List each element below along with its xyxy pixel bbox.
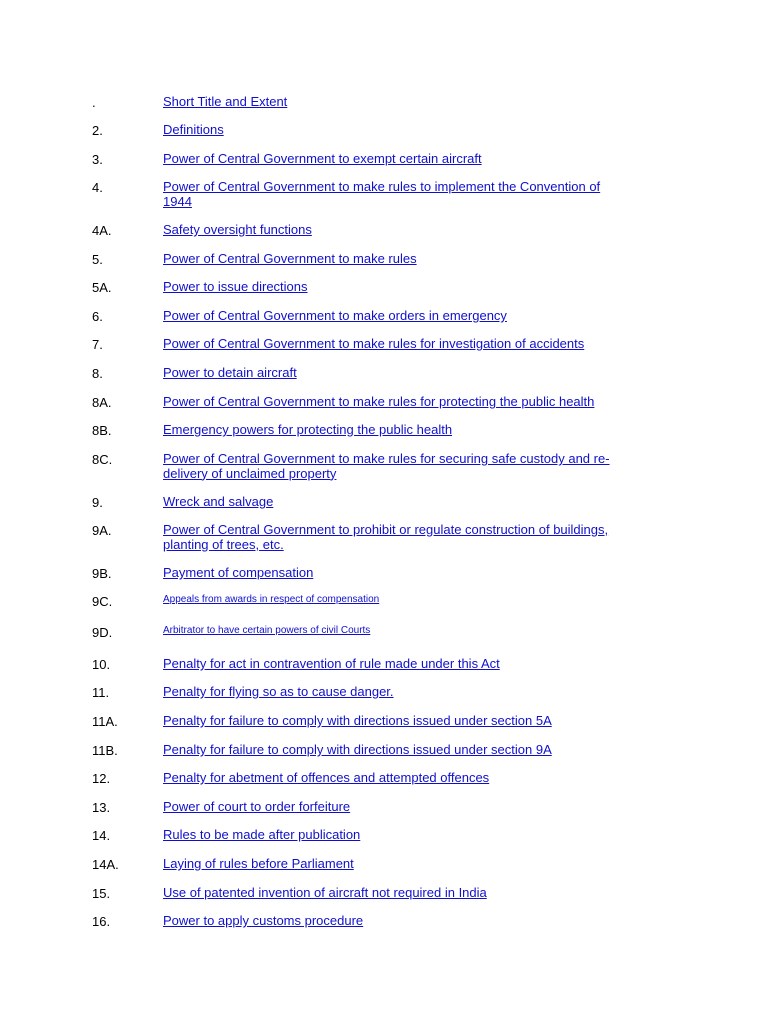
section-link[interactable]: Safety oversight functions: [163, 222, 312, 237]
section-link[interactable]: Penalty for failure to comply with directions issued under section 5A: [163, 713, 552, 728]
section-number: 10.: [92, 657, 111, 672]
section-number: 8.: [92, 366, 103, 381]
section-number: 11A.: [92, 714, 118, 729]
section-number: 7.: [92, 337, 103, 352]
section-number: 12.: [92, 771, 111, 786]
section-number: 8C.: [92, 452, 113, 467]
section-link[interactable]: Wreck and salvage: [163, 494, 274, 509]
section-link[interactable]: Penalty for abetment of offences and attempted offences: [163, 770, 490, 785]
section-link[interactable]: Short Title and Extent: [163, 94, 288, 109]
section-link[interactable]: Use of patented invention of aircraft not required in India: [163, 885, 487, 900]
section-number: 16.: [92, 914, 111, 929]
section-number: 9C.: [92, 594, 113, 609]
section-link[interactable]: Power of Central Government to exempt certain aircraft: [163, 151, 482, 166]
section-number: 2.: [92, 123, 103, 138]
section-link[interactable]: Appeals from awards in respect of compensation: [163, 594, 380, 605]
section-number: 14.: [92, 828, 111, 843]
section-number: 14A.: [92, 857, 119, 872]
section-number: 13.: [92, 800, 111, 815]
section-number: 5A.: [92, 280, 112, 295]
section-link[interactable]: Penalty for flying so as to cause danger.: [163, 684, 394, 699]
section-number: 9D.: [92, 625, 113, 640]
section-link[interactable]: Laying of rules before Parliament: [163, 856, 354, 871]
section-number: 11B.: [92, 743, 118, 758]
section-number: 9.: [92, 495, 103, 510]
section-number: 11.: [92, 685, 110, 700]
section-link[interactable]: Payment of compensation: [163, 565, 314, 580]
section-link[interactable]: Definitions: [163, 122, 224, 137]
section-link[interactable]: Rules to be made after publication: [163, 827, 361, 842]
section-link[interactable]: Penalty for failure to comply with directions issued under section 9A: [163, 742, 552, 757]
section-link[interactable]: Power to issue directions: [163, 279, 308, 294]
section-number: 9A.: [92, 523, 112, 538]
section-number: 5.: [92, 252, 103, 267]
section-link[interactable]: Emergency powers for protecting the public health: [163, 422, 453, 437]
section-number: 6.: [92, 309, 103, 324]
section-link[interactable]: Penalty for act in contravention of rule made under this Act: [163, 656, 500, 671]
section-link[interactable]: Power of court to order forfeiture: [163, 799, 351, 814]
section-number: 3.: [92, 152, 103, 167]
section-link[interactable]: Power of Central Government to make rules: [163, 251, 417, 266]
section-link[interactable]: Power to apply customs procedure: [163, 913, 364, 928]
section-number: 9B.: [92, 566, 112, 581]
section-link[interactable]: Power of Central Government to make rules for investigation of accidents: [163, 336, 585, 351]
section-link[interactable]: Power of Central Government to prohibit or regulate construction of buildings, planting of trees, etc.: [163, 522, 609, 552]
section-number: 15.: [92, 886, 111, 901]
section-number: 8A.: [92, 395, 112, 410]
section-number: 4.: [92, 180, 103, 195]
section-number: 8B.: [92, 423, 112, 438]
section-number: .: [92, 95, 96, 110]
section-link[interactable]: Power to detain aircraft: [163, 365, 297, 380]
section-link[interactable]: Power of Central Government to make orders in emergency: [163, 308, 507, 323]
section-link[interactable]: Arbitrator to have certain powers of civil Courts: [163, 625, 371, 636]
section-number: 4A.: [92, 223, 112, 238]
section-link[interactable]: Power of Central Government to make rules to implement the Convention of 1944: [163, 179, 601, 209]
section-link[interactable]: Power of Central Government to make rules for securing safe custody and re-delivery of unclaimed property: [163, 451, 610, 481]
section-link[interactable]: Power of Central Government to make rules for protecting the public health: [163, 394, 595, 409]
